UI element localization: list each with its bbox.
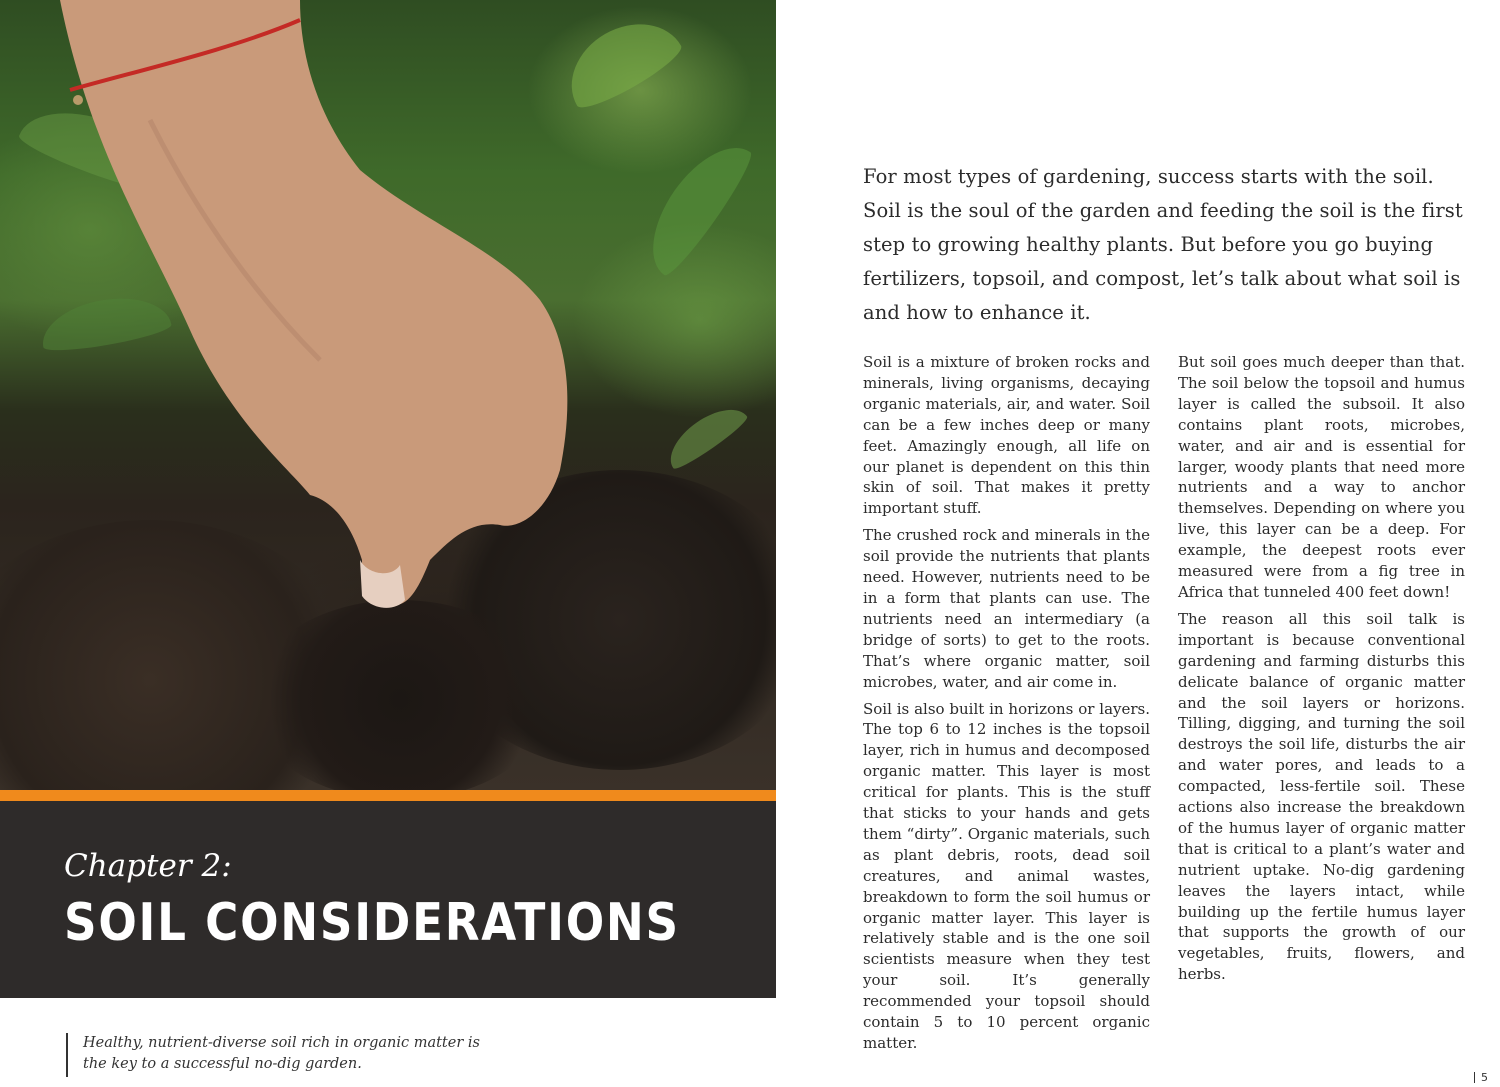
orange-rule <box>0 790 776 801</box>
hand-illustration <box>0 0 776 790</box>
hand-in-soil-photo <box>0 0 776 790</box>
body-paragraph: Soil is also built in horizons or layers. The top 6 to 12 inches is the topsoil layer, rich in humus and decomposed organic matter. This layer is most critical for plants. This is the stuff that sticks to your hands and gets them “dirty”. Organic materials, such as plant debris, roots, dead soil creatures, and animal wastes, breakdown to form the soil humus or organic matter layer. This layer is relatively stable and is the one soil scientists measure when they test your soil. It’s generally recommended your topsoil should contain 5 to 10 percent organic matter. <box>863 699 1150 1052</box>
page-number: 5 <box>1481 1071 1488 1084</box>
intro-paragraph: For most types of gardening, success starts with the soil. Soil is the soul of the garden and feeding the soil is the first step to growing healthy plants. But before you go buying fertilizers, topsoil, and compost, let’s talk about what soil is and how to enhance it. <box>863 165 1463 324</box>
caption-rule <box>66 1033 68 1077</box>
body-paragraph: Soil is a mixture of broken rocks and minerals, living organisms, decaying organic materials, air, and water. Soil can be a few inches deep or many feet. Amazingly enough, all life on our planet is dependent on this thin skin of soil. That makes it pretty important stuff. <box>863 353 1150 518</box>
photo-caption: Healthy, nutrient-diverse soil rich in organic matter is the key to a successful no-dig garden. <box>83 1035 480 1072</box>
body-column-left <box>863 352 1150 1060</box>
body-column-right <box>1178 352 1465 991</box>
chapter-label: Chapter 2: <box>64 848 232 884</box>
body-paragraph: The reason all this soil talk is important is because conventional gardening and farming disturbs this delicate balance of organic matter and the soil layers or horizons. Tilling, digging, and turning the soil destroys the soil life, disturbs the air and water pores, and leads to a compacted, less-fertile soil. These actions also increase the breakdown of the humus layer of organic matter that is critical to a plant’s water and nutrient uptake. No-dig gardening leaves the layers intact, while building up the fertile humus layer that supports the growth of our vegetables, fruits, flowers, and herbs. <box>1178 609 1465 984</box>
chapter-title: SOIL CONSIDERATIONS <box>64 893 680 953</box>
body-paragraph: But soil goes much deeper than that. The soil below the topsoil and humus layer is called the subsoil. It also contains plant roots, microbes, water, and air and is essential for larger, woody plants that need more nutrients and a way to anchor themselves. Depending on where you live, this layer can be a deep. For example, the deepest roots ever measured were from a fig tree in Africa that tunneled 400 feet down! <box>1178 353 1465 601</box>
body-paragraph: The crushed rock and minerals in the soil provide the nutrients that plants need. However, nutrients need to be in a form that plants can use. The nutrients need an intermediary (a bridge of sorts) to get to the roots. That’s where organic matter, soil microbes, water, and air come in. <box>863 526 1150 691</box>
folio-rule <box>1474 1072 1475 1083</box>
